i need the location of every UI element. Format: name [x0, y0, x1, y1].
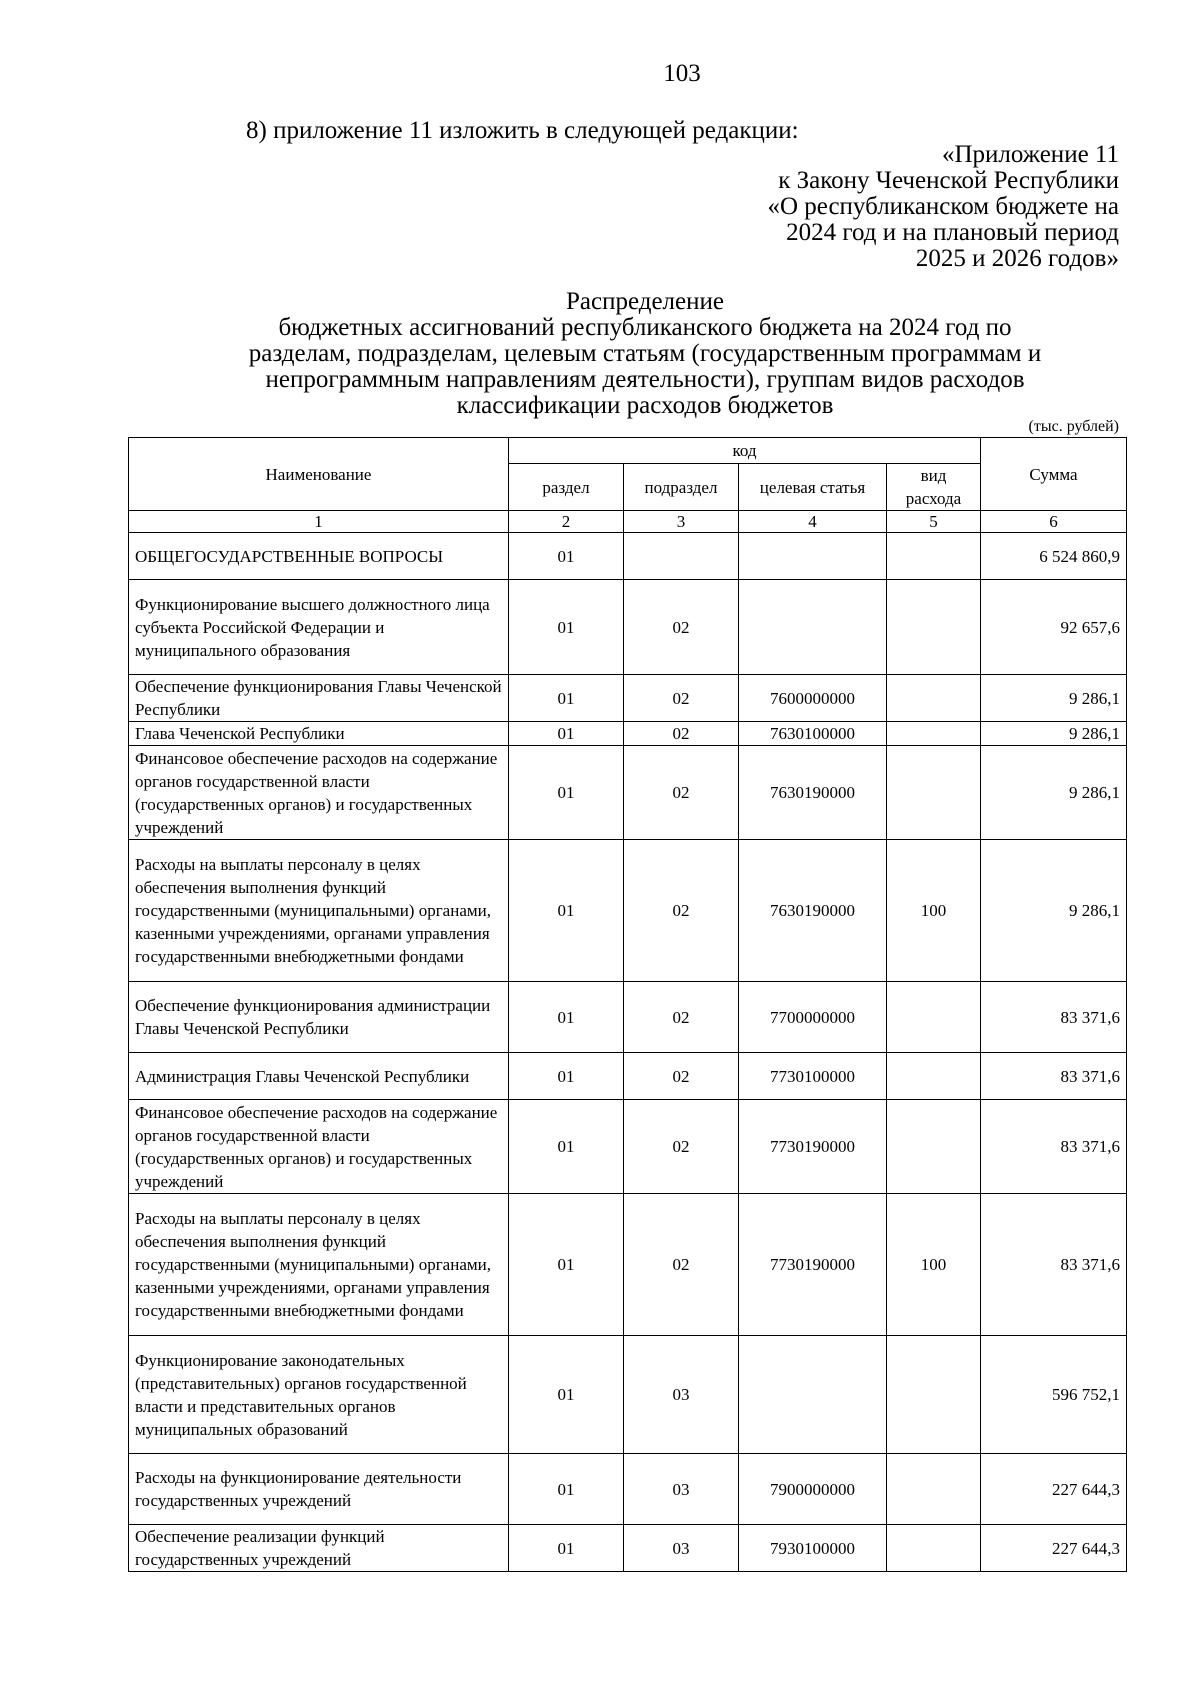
row-sum: 83 371,6 — [981, 982, 1127, 1053]
row-subsection: 02 — [624, 746, 739, 840]
row-sum: 6 524 860,9 — [981, 533, 1127, 580]
row-sum: 83 371,6 — [981, 1194, 1127, 1336]
table-row — [129, 840, 1127, 982]
row-name: Расходы на выплаты персоналу в целях обеспечения выполнения функций государственными (муниципальными) органами, казенными учреждениями, органами управления государственными внебюджетными фондами — [129, 1194, 509, 1336]
row-type: 100 — [887, 1194, 981, 1336]
column-number: 1 — [129, 511, 509, 533]
row-target — [739, 533, 887, 580]
row-sum: 92 657,6 — [981, 580, 1127, 675]
title-line: непрограммным направлениям деятельности), группам видов расходов — [265, 366, 1025, 393]
row-target: 7730100000 — [739, 1053, 887, 1100]
table-row — [129, 746, 1127, 840]
table-row — [129, 982, 1127, 1053]
row-section: 01 — [509, 840, 624, 982]
row-sum: 83 371,6 — [981, 1100, 1127, 1194]
row-subsection: 02 — [624, 580, 739, 675]
row-sum: 9 286,1 — [981, 722, 1127, 746]
header-sum: Сумма — [981, 438, 1127, 511]
row-type: 100 — [887, 840, 981, 982]
row-target: 7630100000 — [739, 722, 887, 746]
title-line: Распределение — [566, 288, 724, 315]
row-sum: 83 371,6 — [981, 1053, 1127, 1100]
row-subsection: 02 — [624, 982, 739, 1053]
header-section: раздел — [509, 464, 624, 511]
row-section: 01 — [509, 1336, 624, 1454]
column-number: 4 — [739, 511, 887, 533]
header-subsection: подраздел — [624, 464, 739, 511]
row-section: 01 — [509, 1454, 624, 1525]
row-name: Функционирование законодательных (представительных) органов государственной власти и представительных органов муниципальных образований — [129, 1336, 509, 1454]
row-type — [887, 746, 981, 840]
column-number: 2 — [509, 511, 624, 533]
page-number: 103 — [663, 60, 701, 87]
row-subsection: 03 — [624, 1454, 739, 1525]
row-section: 01 — [509, 675, 624, 722]
column-number: 3 — [624, 511, 739, 533]
row-name: Администрация Главы Чеченской Республики — [129, 1053, 509, 1100]
budget-table — [128, 437, 1127, 1572]
row-type — [887, 1525, 981, 1572]
column-number: 6 — [981, 511, 1127, 533]
row-subsection: 02 — [624, 1053, 739, 1100]
row-target: 7730190000 — [739, 1194, 887, 1336]
row-target: 7700000000 — [739, 982, 887, 1053]
row-type — [887, 533, 981, 580]
appendix-reference — [767, 142, 1119, 272]
row-target: 7630190000 — [739, 840, 887, 982]
row-subsection: 02 — [624, 1100, 739, 1194]
row-target: 7730190000 — [739, 1100, 887, 1194]
document-title — [130, 289, 1160, 419]
row-type — [887, 675, 981, 722]
header-type: вид расхода — [887, 464, 981, 511]
row-target: 7900000000 — [739, 1454, 887, 1525]
table-row — [129, 1053, 1127, 1100]
title-line: бюджетных ассигнований республиканского бюджета на 2024 год по — [278, 314, 1012, 341]
table-row — [129, 1525, 1127, 1572]
row-type — [887, 982, 981, 1053]
row-section: 01 — [509, 1053, 624, 1100]
table-row — [129, 722, 1127, 746]
row-sum: 9 286,1 — [981, 840, 1127, 982]
row-sum: 227 644,3 — [981, 1525, 1127, 1572]
row-name: Глава Чеченской Республики — [129, 722, 509, 746]
appendix-line: к Закону Чеченской Республики — [778, 167, 1119, 194]
table-row — [129, 1336, 1127, 1454]
header-code: код — [509, 438, 981, 464]
appendix-line: «О республиканском бюджете на — [767, 193, 1119, 220]
row-subsection: 02 — [624, 1194, 739, 1336]
row-name: Обеспечение функционирования администрации Главы Чеченской Республики — [129, 982, 509, 1053]
header-name: Наименование — [129, 438, 509, 511]
row-subsection: 03 — [624, 1336, 739, 1454]
table-row — [129, 580, 1127, 675]
table-row — [129, 1454, 1127, 1525]
appendix-line: 2025 и 2026 годов» — [915, 245, 1119, 272]
title-line: классификации расходов бюджетов — [456, 392, 834, 419]
row-name: Обеспечение реализации функций государственных учреждений — [129, 1525, 509, 1572]
table-row — [129, 1100, 1127, 1194]
appendix-line: «Приложение 11 — [941, 141, 1119, 168]
row-subsection — [624, 533, 739, 580]
column-number: 5 — [887, 511, 981, 533]
row-type — [887, 1100, 981, 1194]
row-sum: 227 644,3 — [981, 1454, 1127, 1525]
row-name: Расходы на выплаты персоналу в целях обеспечения выполнения функций государственными (муниципальными) органами, казенными учреждениями, органами управления государственными внебюджетными фондами — [129, 840, 509, 982]
row-section: 01 — [509, 533, 624, 580]
row-name: Финансовое обеспечение расходов на содержание органов государственной власти (государственных органов) и государственных учреждений — [129, 1100, 509, 1194]
row-sum: 596 752,1 — [981, 1336, 1127, 1454]
row-sum: 9 286,1 — [981, 675, 1127, 722]
row-sum: 9 286,1 — [981, 746, 1127, 840]
row-name: Расходы на функционирование деятельности государственных учреждений — [129, 1454, 509, 1525]
row-target — [739, 1336, 887, 1454]
table-row — [129, 1194, 1127, 1336]
row-section: 01 — [509, 580, 624, 675]
row-type — [887, 580, 981, 675]
row-subsection: 02 — [624, 675, 739, 722]
row-subsection: 02 — [624, 840, 739, 982]
row-target — [739, 580, 887, 675]
table-row — [129, 675, 1127, 722]
row-name: Функционирование высшего должностного лица субъекта Российской Федерации и муниципального образования — [129, 580, 509, 675]
row-target: 7630190000 — [739, 746, 887, 840]
row-target: 7930100000 — [739, 1525, 887, 1572]
table-row — [129, 533, 1127, 580]
row-section: 01 — [509, 1194, 624, 1336]
row-section: 01 — [509, 982, 624, 1053]
header-target: целевая статья — [739, 464, 887, 511]
row-type — [887, 1454, 981, 1525]
row-section: 01 — [509, 1100, 624, 1194]
row-subsection: 02 — [624, 722, 739, 746]
row-name: Финансовое обеспечение расходов на содержание органов государственной власти (государственных органов) и государственных учреждений — [129, 746, 509, 840]
row-name: ОБЩЕГОСУДАРСТВЕННЫЕ ВОПРОСЫ — [129, 533, 509, 580]
amendment-instruction: 8) приложение 11 изложить в следующей редакции: — [246, 117, 799, 144]
row-type — [887, 722, 981, 746]
appendix-line: 2024 год и на плановый период — [786, 219, 1119, 246]
row-section: 01 — [509, 722, 624, 746]
units-label: (тыс. рублей) — [1028, 418, 1119, 435]
title-line: разделам, подразделам, целевым статьям (государственным программам и — [248, 340, 1042, 367]
row-section: 01 — [509, 1525, 624, 1572]
row-type — [887, 1336, 981, 1454]
row-subsection: 03 — [624, 1525, 739, 1572]
row-type — [887, 1053, 981, 1100]
row-section: 01 — [509, 746, 624, 840]
row-name: Обеспечение функционирования Главы Чеченской Республики — [129, 675, 509, 722]
row-target: 7600000000 — [739, 675, 887, 722]
